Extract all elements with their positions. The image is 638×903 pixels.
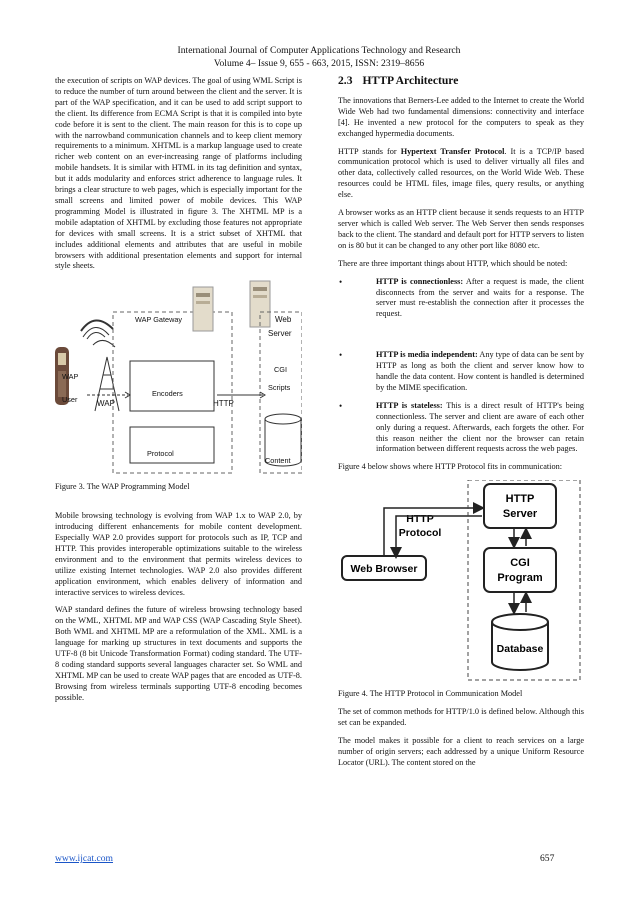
right-paragraph-3: A browser works as an HTTP client because it sends requests to an HTTP server which is called Web server. The Web Server then sends responses back to the client. The standard and default port for HTTP servers to listen on is 80 but it can be changed to any other port like 8080 etc. [338,208,584,250]
label-user: User [62,395,78,405]
right-paragraph-1: The innovations that Berners-Lee added to the Internet to create the World Wide Web had two fundamental dimensions: connectivity and interface [4]. He invented a new protocol for the computers to speak as they exchanged hypermedia documents. [338,95,584,138]
figure-3-graphics [55,279,302,475]
bullet-icon: • [339,400,343,411]
section-title: HTTP Architecture [362,74,459,87]
web-server-device-icon [250,281,270,327]
right-paragraph-4: There are three important things about HTTP, which should be noted: [338,258,568,268]
figure-4-caption: Figure 4. The HTTP Protocol in Communication Model [338,689,523,699]
left-paragraph-1: the execution of scripts on WAP devices. The goal of using WML Script is to reduce the number of turn around between the client and the server. It is part of the WAP specification, and it can be used to add script support to the client. Its difference from ECMA Script is that it is compiled into byte code before it is sent to the client. The main reason for this is to cope up with the narrowband communication channels and to keep client memory requirements to a minimum. XHTML is a markup language used to create richer web content on an ever-increasing range of platforms including mobile handsets. It is similar with HTML in its tag definition and syntax, but it adds modularity and enforces strict adherence to language rules. It brings a clear structure to web pages, which is especially important for the small screens and limited power of mobile devices. This WAP programming Model is illustrated in figure 3. The XHTML MP is a mobile adaptation of XHTML by excluding those features not appropriate for devices with small screens. It is a strict subset of XHTML that includes additional elements and attributes that are useful in mobile browsers with additional presentation elements and support for internal style sheets. [55,76,302,271]
http-protocol-label-1: HTTP [406,513,434,526]
section-heading [338,76,584,87]
cgi-label-2: Program [497,572,543,585]
bullet-title: HTTP is connectionless: [376,276,464,286]
label-protocol: Protocol [147,449,174,459]
label-http-arrow: HTTP [213,399,234,409]
right-paragraph-6: The set of common methods for HTTP/1.0 is defined below. Although this set can be expanded. [338,707,584,728]
http-server-label-2: Server [502,508,538,521]
http-server-box [484,484,556,528]
footer-page-number: 657 [540,853,555,864]
label-wap-gateway: WAP Gateway [135,315,183,325]
http-server-label-1: HTTP [505,493,535,506]
left-paragraph-2: Mobile browsing technology is evolving from WAP 1.x to WAP 2.0, by introducing different enhancements for mobile content development. Especially WAP 2.0 provides support for protocols such as IP, TCP and HTTP. This provides interoperable optimizations suitable to the wireless environment and to the environment that permits wireless devices to utilize existing Internet technologies. WAP 2.0 also provides different application environment, which enables delivery of information and interactive services to wireless devices. [55,511,302,597]
bullet-title: HTTP is media independent: [376,350,478,360]
figure-4-http-model [338,480,584,683]
bullet-title: HTTP is stateless: [376,400,443,410]
figure-3-caption: Figure 3. The WAP Programming Model [55,482,190,492]
bullet-item [338,277,584,321]
label-scripts: Scripts [268,383,291,393]
bullet-icon: • [339,276,343,287]
right-paragraph-2 [338,147,584,202]
journal-header [0,44,638,70]
section-number: 2.3 [338,74,353,87]
gateway-device-icon [193,287,213,331]
p2-suffix: . It is a TCP/IP based communication protocol which is used to deliver virtually all files and other data, collectively called resources, on the World Wide Web. These resources could be HTML files, image files, query results, or anything else. [338,146,584,200]
p2-prefix: HTTP stands for [338,146,401,156]
left-paragraph-3: WAP standard defines the future of wireless browsing technology based on the WML, XHTML MP and WAP CSS (WAP Cascading Style Sheet). Both WML and XHTML MP are a reformulation of the XML. XML is a language for marking up structures in text documents and supports the UTF-8 (8 bit Unicode Transformation Format) coding standard. The UTF-8 coding standard supports several languages character set. So WML and XHTML MP can be used to create WAP pages that are encoded as UTF-8. Browsing from wireless terminals supporting UTF-8 encoding becomes possible. [55,605,302,702]
footer-url-link[interactable]: www.ijcat.com [55,853,113,864]
bullet-text: After a request is made, the client disconnects from the server and waits for a response. The server must re-establish the connection after it processes the request. [376,276,585,319]
right-column [338,76,584,776]
label-web: Web [275,315,292,325]
label-encoders: Encoders [152,389,183,399]
figure-4-graphics [338,480,584,683]
database-label: Database [496,643,544,656]
p2-bold-term: Hypertext Transfer Protocol [400,146,505,156]
cgi-program-box [484,548,556,592]
cgi-label-1: CGI [510,557,530,570]
label-cgi: CGI [274,365,287,375]
web-browser-label: Web Browser [350,563,418,576]
http-protocol-label-2: Protocol [398,527,442,540]
label-wap-arrow: WAP [97,399,115,409]
figure-3-wap-model [55,279,302,475]
right-paragraph-5: Figure 4 below shows where HTTP Protocol fits in communication: [338,462,563,472]
journal-title: International Journal of Computer Applications Technology and Research [177,45,461,56]
bullet-text: Any type of data can be sent by HTTP as long as both the client and server know how to handle the data content. How content is handled is determined by the MIME specification. [376,350,584,392]
bullet-text: This is a direct result of HTTP's being connectionless. The server and client are aware of each other only during a request. Afterwards, each forgets the other. For this reason neither the client nor the browser can retain information between different requests across the web pages. [376,400,584,454]
bullet-item [338,401,584,456]
journal-volume: Volume 4– Issue 9, 655 - 663, 2015, ISSN: 2319–8656 [213,58,425,69]
bullet-item [338,350,584,394]
label-wap-side: WAP [62,372,79,382]
right-paragraph-7: The model makes it possible for a client to reach services on a large number of origin servers; each addressed by a unique Uniform Resource Locator (URL). The content stored on the [338,736,584,767]
bullet-icon: • [339,350,343,361]
label-server: Server [268,329,292,339]
label-content: Content [265,456,291,466]
left-column [55,76,302,711]
